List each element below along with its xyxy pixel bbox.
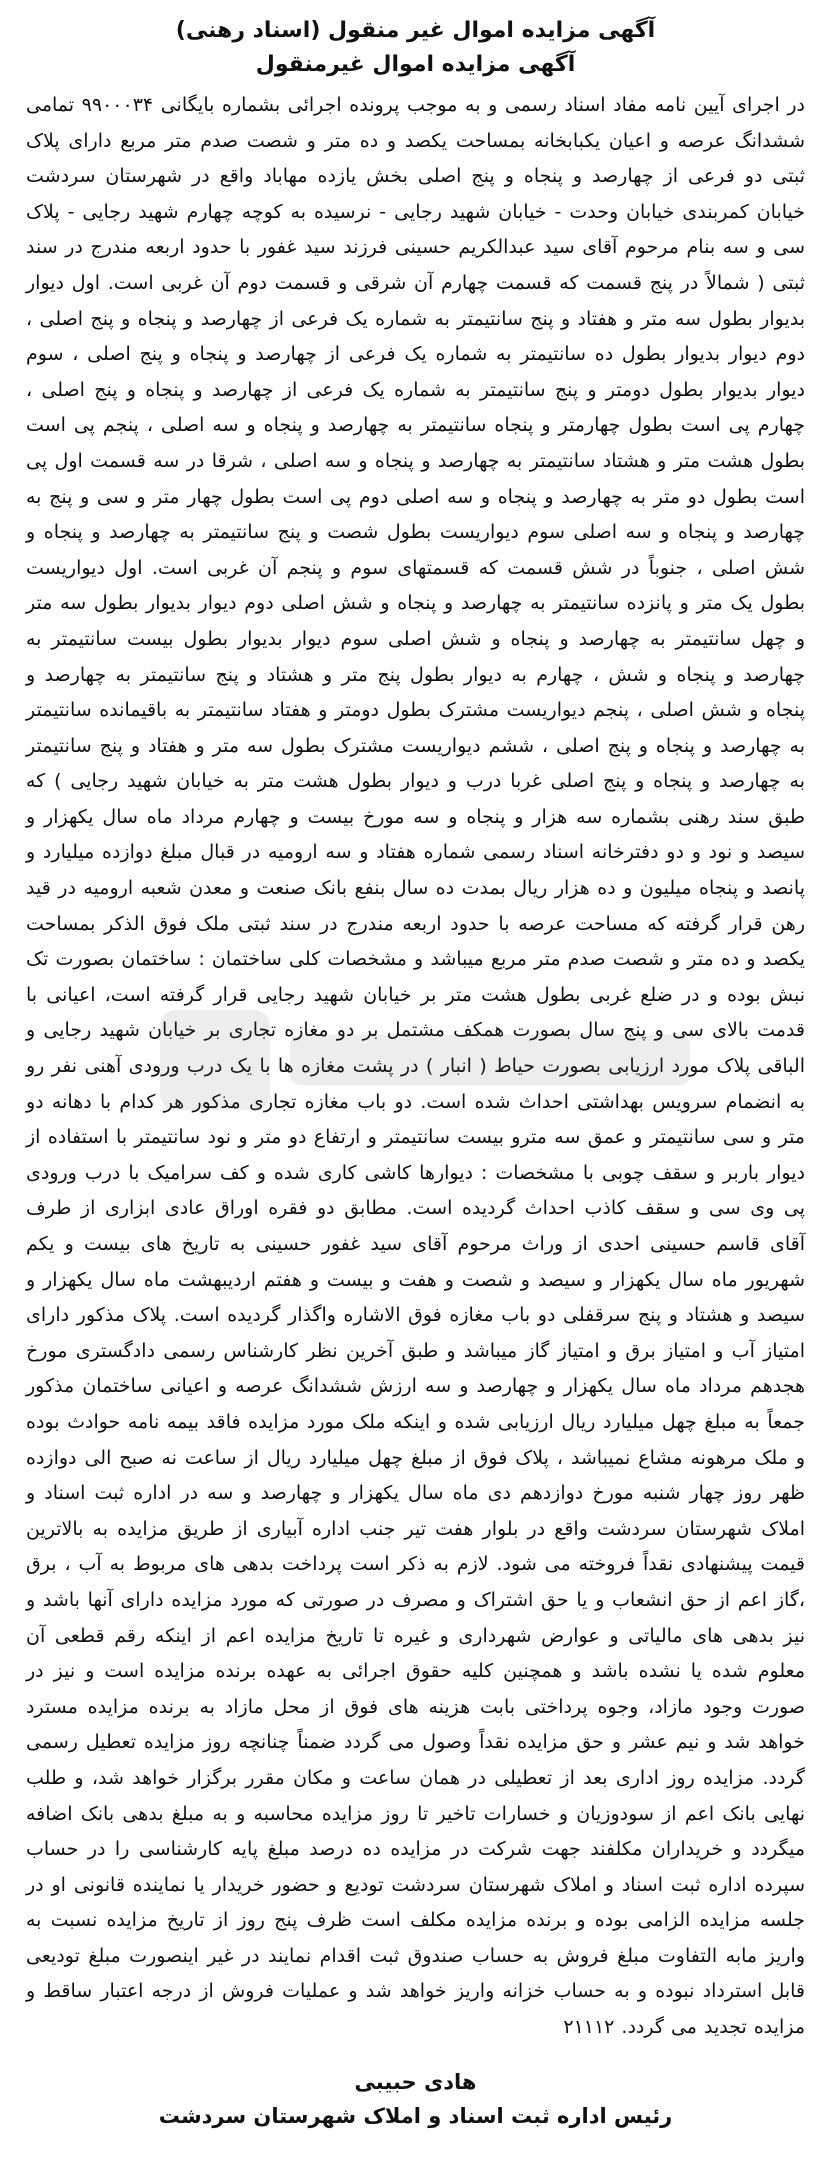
- signature-block: [26, 2065, 805, 2133]
- notice-subtitle: آگهی مزایده اموال غیرمنقول: [255, 52, 576, 77]
- notice-header: [26, 14, 805, 82]
- notice-body: در اجرای آیین نامه مفاد اسناد رسمی و به موجب پرونده اجرائی بشماره بایگانی ۹۹۰۰۰۳۴ تمامی ششدانگ عرصه و اعیان یکبابخانه بمساحت یکصد و ده متر و شصت صدم متر مربع دارای پلاک ثبتی دو فرعی از چهارصد و پنجاه و پنج اصلی بخش یازده مهاباد واقع در شهرستان سردشت خیابان کمربندی خیابان وحدت - خیابان شهید رجایی - نرسیده به کوچه چهارم شهید رجایی - پلاک سی و سه بنام مرحوم آقای سید عبدالکریم حسینی فرزند سید غفور با حدود اربعه مندرج در سند ثبتی ( شمالاً در پنج قسمت که قسمت چهارم آن شرقی و قسمت دوم آن غربی است. اول دیوار بدیوار بطول سه متر و هفتاد و پنج سانتیمتر به شماره یک فرعی از چهارصد و پنجاه و پنج اصلی ، دوم دیوار بدیوار بطول ده سانتیمتر به شماره یک فرعی از چهارصد و پنجاه و پنج اصلی ، سوم دیوار بدیوار بطول دومتر و پنج سانتیمتر به شماره یک فرعی از چهارصد و پنجاه و پنج اصلی ، چهارم پی است بطول چهارمتر و پنجاه سانتیمتر به چهارصد و پنجاه و سه اصلی ، پنجم پی است بطول هشت متر و هشتاد سانتیمتر به چهارصد و پنجاه و سه اصلی ، شرقا در سه قسمت اول پی است بطول دو متر به چهارصد و پنجاه و سه اصلی دوم پی است بطول چهار متر و سی و پنج به چهارصد و پنجاه و سه اصلی سوم دیواریست بطول شصت و پنج سانتیمتر به چهارصد و پنجاه و شش اصلی ، جنوباً در شش قسمت که قسمتهای سوم و پنجم آن غربی است. اول دیواریست بطول یک متر و پانزده سانتیمتر به چهارصد و پنجاه و شش اصلی دوم دیوار بدیوار بطول سه متر و چهل سانتیمتر به چهارصد و پنجاه و شش اصلی سوم دیوار بدیوار بطول بیست سانتیمتر به چهارصد و پنجاه و شش ، چهارم به دیوار بطول پنج متر و هشتاد و پنج سانتیمتر به چهارصد و پنجاه و شش اصلی ، پنجم دیواریست مشترک بطول دومتر و هفتاد سانتیمتر به باقیمانده سانتیمتر به چهارصد و پنجاه و پنج اصلی ، ششم دیواریست مشترک بطول سه متر و هفتاد و پنج سانتیمتر به چهارصد و پنجاه و پنج اصلی غربا درب و دیوار بطول هشت متر به خیابان شهید رجایی ) که طبق سند رهنی بشماره سه هزار و پنجاه و سه مورخ بیست و چهارم مرداد ماه سال یکهزار و سیصد و نود و دو دفترخانه اسناد رسمی شماره هفتاد و سه ارومیه در قبال مبلغ دوازده میلیارد و پانصد و پنجاه میلیون و ده هزار ریال بمدت ده سال بنفع بانک صنعت و معدن شعبه ارومیه در قید رهن قرار گرفته که مساحت عرصه با حدود اربعه مندرج در سند ثبتی ملک فوق الذکر بمساحت یکصد و ده متر و شصت صدم متر مربع میباشد و مشخصات کلی ساختمان : ساختمان بصورت تک نبش بوده و در ضلع غربی بطول هشت متر بر خیابان شهید رجایی قرار گرفته است، اعیانی با قدمت بالای سی و پنج سال بصورت همکف مشتمل بر دو مغازه تجاری بر خیابان شهید رجایی و الباقی پلاک مورد ارزیابی بصورت حیاط ( انبار ) در پشت مغازه ها با یک درب ورودی آهنی نفر رو به انضمام سرویس بهداشتی احداث شده است. دو باب مغازه تجاری مذکور هر کدام با دهانه دو متر و سی سانتیمتر و عمق سه مترو بیست سانتیمتر و ارتفاع دو متر و نود سانتیمتر با استفاده از دیوار باربر و سقف چوبی با مشخصات : دیوارها کاشی کاری شده و کف سرامیک با درب ورودی پی وی سی و سقف کاذب احداث گردیده است. مطابق دو فقره اوراق عادی ابزاری از طرف آقای قاسم حسینی احدی از وراث مرحوم آقای سید غفور حسینی به تاریخ های بیست و یکم شهریور ماه سال یکهزار و سیصد و شصت و هفت و بیست و هفتم اردیبهشت ماه سال یکهزار و سیصد و هشتاد و پنج سرقفلی دو باب مغازه فوق الاشاره واگذار گردیده است. پلاک مذکور دارای امتیاز آب و امتیاز برق و امتیاز گاز میباشد و طبق آخرین نظر کارشناس رسمی دادگستری مورخ هجدهم مرداد ماه سال یکهزار و چهارصد و سه ارزش ششدانگ عرصه و اعیانی ساختمان مذکور جمعاً به مبلغ چهل میلیارد ریال ارزیابی شده و اینکه ملک مورد مزایده فاقد بیمه نامه حوادث بوده و ملک مرهونه مشاع نمیباشد ، پلاک فوق از مبلغ چهل میلیارد ریال از ساعت نه صبح الی دوازده ظهر روز چهار شنبه مورخ دوازدهم دی ماه سال یکهزار و چهارصد و سه در اداره ثبت اسناد و املاک شهرستان سردشت واقع در بلوار هفت تیر جنب اداره آبیاری از طریق مزایده به بالاترین قیمت پیشنهادی نقداً فروخته می شود. لازم به ذکر است پرداخت بدهی های مربوط به آب ، برق ،گاز اعم از حق انشعاب و یا حق اشتراک و مصرف در صورتی که مورد مزایده دارای آنها باشد و نیز بدهی های مالیاتی و عوارض شهرداری و غیره تا تاریخ مزایده اعم از اینکه رقم قطعی آن معلوم شده یا نشده باشد و همچنین کلیه حقوق اجرائی به عهده برنده مزایده است و نیز در صورت وجود مازاد، وجوه پرداختی بابت هزینه های فوق از محل مازاد به برنده مزایده مسترد خواهد شد و نیم عشر و حق مزایده نقداً وصول می گردد ضمناً چنانچه روز مزایده تعطیل رسمی گردد. مزایده روز اداری بعد از تعطیلی در همان ساعت و مکان مقرر برگزار خواهد شد، و طلب نهایی بانک اعم از سودوزیان و خسارات تاخیر تا روز مزایده محاسبه و به مبلغ بدهی بانک اضافه میگردد و خریداران مکلفند جهت شرکت در مزایده ده درصد مبلغ پایه کارشناسی را در حساب سپرده اداره ثبت اسناد و املاک شهرستان سردشت تودیع و حضور خریدار یا نماینده قانونی او در جلسه مزایده الزامی بوده و برنده مزایده مکلف است ظرف پنج روز از تاریخ مزایده نسبت به واریز مابه التفاوت مبلغ فروش به حساب صندوق ثبت اقدام نمایند در غیر اینصورت مبلغ تودیعی قابل استرداد نبوده و به حساب خزانه واریز خواهد شد و عملیات فروش از درجه اعتبار ساقط و مزایده تجدید می گردد. ۲۱۱۱۲: [26, 94, 805, 2039]
- signatory-name: هادی حبیبی: [354, 2069, 477, 2094]
- notice-title: آگهی مزایده اموال غیر منقول (اسناد رهنی): [175, 18, 656, 43]
- signatory-position: رئیس اداره ثبت اسناد و املاک شهرستان سردشت: [158, 2103, 673, 2128]
